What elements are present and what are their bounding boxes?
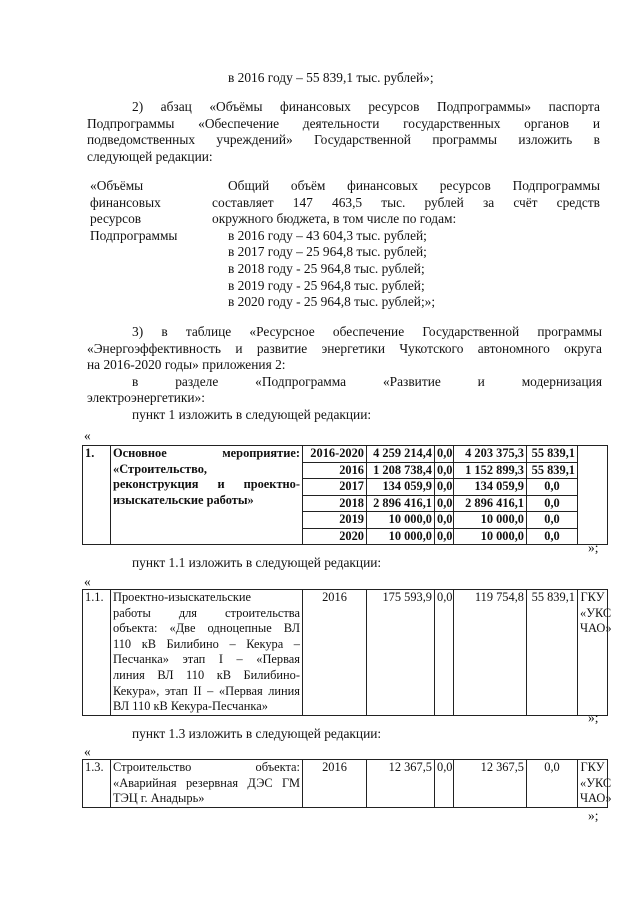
item-1-1-heading: пункт 1.1 изложить в следующей редакции:	[132, 555, 382, 570]
federal-cell: 0,0	[435, 495, 454, 512]
passport-year-2016: в 2016 году – 43 604,3 тыс. рублей;	[228, 227, 427, 243]
other-cell: 0,0	[527, 528, 578, 545]
p3-line-3: на 2016-2020 годы» приложения 2:	[87, 357, 286, 373]
passport-year-2020: в 2020 году - 25 964,8 тыс. рублей;»;	[228, 294, 436, 310]
intro-line: в 2016 году – 55 839,1 тыс. рублей»;	[228, 70, 434, 85]
executor-cell	[578, 446, 608, 545]
executor-line: «УКС	[580, 775, 612, 790]
district-cell: 10 000,0	[454, 512, 527, 529]
other-cell: 0,0	[527, 760, 578, 808]
table-row	[83, 760, 608, 808]
executor-cell	[578, 590, 612, 716]
federal-cell: 0,0	[435, 512, 454, 529]
measure-name	[111, 590, 303, 716]
period-cell: 2016	[303, 760, 367, 808]
other-cell: 0,0	[527, 512, 578, 529]
table-row	[83, 590, 608, 716]
close-quote: »;	[588, 710, 599, 725]
period-cell: 2020	[303, 528, 367, 545]
close-quote: »;	[588, 808, 599, 823]
p3-line-1: 3) в таблице «Ресурсное обеспечение Государственной программы	[132, 324, 602, 339]
other-cell: 0,0	[527, 495, 578, 512]
row-number: 1.1.	[83, 590, 111, 716]
table-item-1	[82, 445, 608, 545]
measure-name-line: ВЛ 110 кВ Кекура-Песчанка»	[113, 699, 268, 714]
passport-text-line-3: окружного бюджета, в том числе по годам:	[212, 211, 457, 227]
other-cell: 55 839,1	[527, 446, 578, 463]
measure-name-line: Песчанка» этап I – «Первая	[113, 652, 300, 667]
item-1-3-heading: пункт 1.3 изложить в следующей редакции:	[132, 726, 382, 741]
measure-name-line: работы для строительства	[113, 605, 300, 620]
executor-line: ГКУ	[580, 590, 605, 604]
total-cell: 175 593,9	[367, 590, 435, 716]
passport-label-line: Подпрограммы	[90, 227, 178, 243]
p3-section-last: электроэнергетики»:	[87, 390, 205, 406]
measure-name-line: линия ВЛ 110 кВ Билибино-	[113, 667, 300, 682]
total-cell: 2 896 416,1	[367, 495, 435, 512]
federal-cell: 0,0	[435, 446, 454, 463]
federal-cell: 0,0	[435, 479, 454, 496]
p3-section-line: в разделе «Подпрограмма «Развитие и модернизация	[132, 373, 602, 389]
table-row	[83, 446, 608, 463]
row-number: 1.	[83, 446, 111, 545]
other-cell: 55 839,1	[527, 462, 578, 479]
close-quote: »;	[588, 540, 599, 555]
district-cell: 134 059,9	[454, 479, 527, 496]
other-cell: 55 839,1	[527, 590, 578, 716]
measure-name-line: изыскательские работы»	[113, 492, 254, 507]
item-1-heading: пункт 1 изложить в следующей редакции:	[132, 406, 372, 422]
federal-cell: 0,0	[435, 760, 454, 808]
measure-name-line: «Аварийная резервная ДЭС ГМ	[113, 775, 300, 790]
measure-name-line: Основное мероприятие:	[113, 446, 300, 460]
table-item-1-1	[82, 589, 612, 716]
other-cell: 0,0	[527, 479, 578, 496]
executor-line: ЧАО»	[580, 621, 612, 636]
passport-text	[212, 178, 600, 311]
paragraph-2	[87, 99, 600, 165]
total-cell: 10 000,0	[367, 528, 435, 545]
total-cell: 10 000,0	[367, 512, 435, 529]
p2-line-2: Подпрограммы «Обеспечение деятельности государственных органов и	[87, 115, 600, 131]
total-cell: 1 208 738,4	[367, 462, 435, 479]
passport-label-line: финансовых	[90, 194, 161, 210]
p3-line-2: «Энергоэффективность и развитие энергетики Чукотского автономного округа	[87, 340, 602, 356]
measure-name-line: 110 кВ Билибино – Кекура –	[113, 636, 300, 651]
passport-label-line: «Объёмы	[90, 178, 144, 193]
federal-cell: 0,0	[435, 590, 454, 716]
measure-name-line: объекта: «Две одноцепные ВЛ	[113, 621, 300, 636]
measure-name-line: ТЭЦ г. Анадырь»	[113, 791, 205, 806]
open-quote: «	[84, 744, 91, 759]
district-cell: 1 152 899,3	[454, 462, 527, 479]
federal-cell: 0,0	[435, 528, 454, 545]
passport-label	[90, 178, 210, 244]
executor-cell	[578, 760, 612, 808]
period-cell: 2016-2020	[303, 446, 367, 463]
passport-text-line-1: Общий объём финансовых ресурсов Подпрограммы	[228, 178, 600, 193]
table-item-1-3	[82, 759, 612, 808]
district-cell: 2 896 416,1	[454, 495, 527, 512]
federal-cell: 0,0	[435, 462, 454, 479]
period-cell: 2019	[303, 512, 367, 529]
total-cell: 134 059,9	[367, 479, 435, 496]
executor-line: «УКС	[580, 605, 612, 620]
passport-year-2018: в 2018 году - 25 964,8 тыс. рублей;	[228, 260, 425, 276]
measure-name-line: Проектно-изыскательские	[113, 590, 251, 604]
passport-label-line: ресурсов	[90, 211, 142, 227]
passport-year-2019: в 2019 году - 25 964,8 тыс. рублей;	[228, 277, 425, 293]
measure-name-line: Строительство объекта:	[113, 760, 300, 774]
measure-name-line: Кекура», этап II – «Первая линия	[113, 683, 300, 698]
p2-line-4: следующей редакции:	[87, 148, 213, 164]
district-cell: 10 000,0	[454, 528, 527, 545]
district-cell: 119 754,8	[454, 590, 527, 716]
measure-name-line: «Строительство,	[113, 461, 208, 476]
period-cell: 2016	[303, 590, 367, 716]
open-quote: «	[84, 428, 91, 443]
total-cell: 12 367,5	[367, 760, 435, 808]
period-cell: 2017	[303, 479, 367, 496]
period-cell: 2018	[303, 495, 367, 512]
passport-text-line-2: составляет 147 463,5 тыс. рублей за счёт средств	[212, 194, 600, 210]
period-cell: 2016	[303, 462, 367, 479]
measure-name	[111, 760, 303, 808]
open-quote: «	[84, 574, 91, 589]
row-number: 1.3.	[83, 760, 111, 808]
p2-line-3: подведомственных учреждений» Государственной программы изложить в	[87, 132, 600, 148]
district-cell: 4 203 375,3	[454, 446, 527, 463]
measure-name-line: реконструкция и проектно-	[113, 477, 300, 491]
executor-line: ЧАО»	[580, 791, 612, 806]
measure-name	[111, 446, 303, 545]
district-cell: 12 367,5	[454, 760, 527, 808]
executor-line: ГКУ	[580, 760, 605, 774]
total-cell: 4 259 214,4	[367, 446, 435, 463]
paragraph-3	[87, 324, 602, 424]
p2-line-1: 2) абзац «Объёмы финансовых ресурсов Подпрограммы» паспорта	[132, 99, 600, 114]
passport-year-2017: в 2017 году – 25 964,8 тыс. рублей;	[228, 244, 427, 260]
